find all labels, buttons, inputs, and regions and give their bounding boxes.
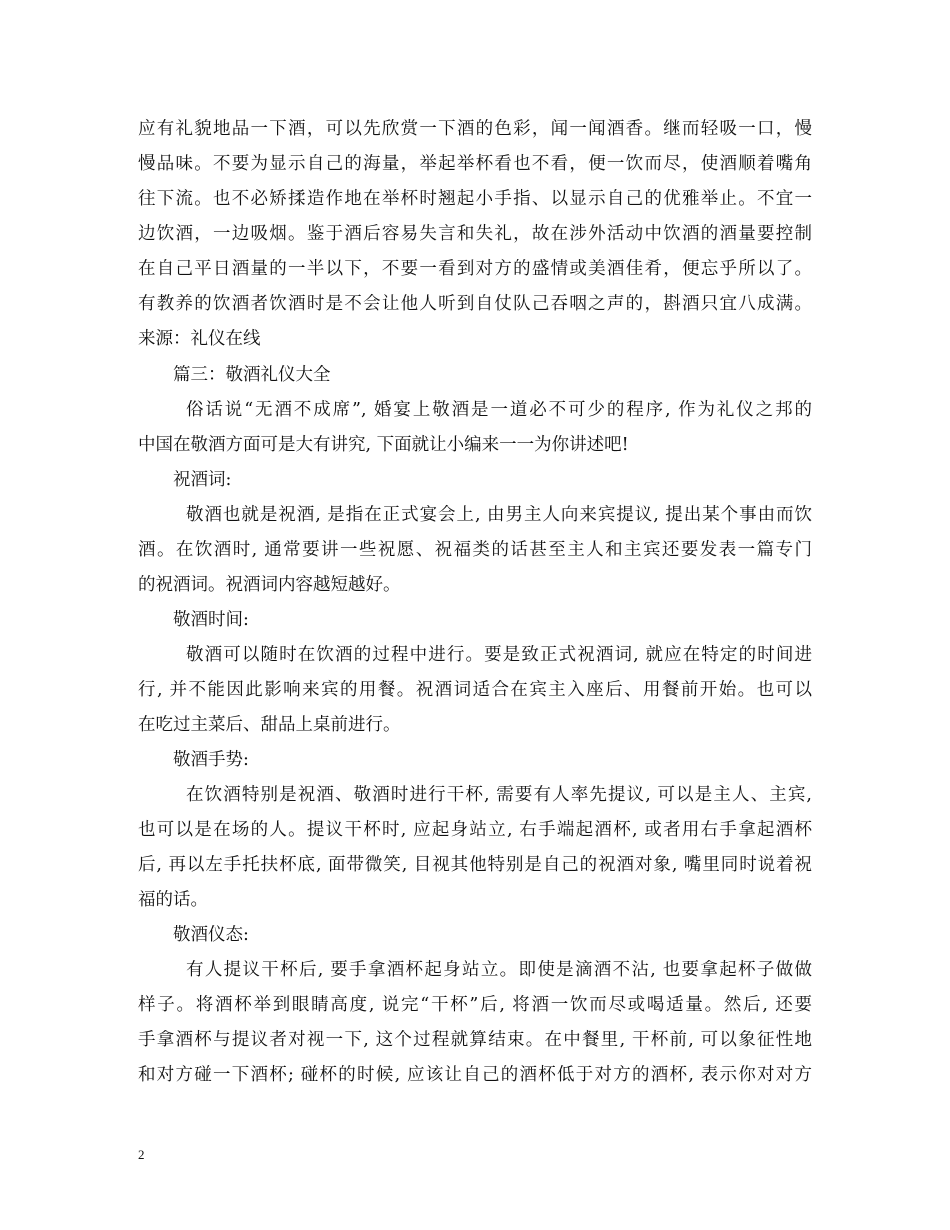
section-heading: 篇三：敬酒礼仪大全 — [173, 365, 331, 385]
body-text-line: 俗话说“无酒不成席”, 婚宴上敬酒是一道必不可少的程序, 作为礼仪之邦的 — [186, 400, 812, 420]
body-text-line: 样子。将酒杯举到眼睛高度, 说完“干杯”后, 将酒一饮而尽或喝适量。然后, 还要 — [138, 995, 812, 1015]
body-text-line: 敬酒也就是祝酒, 是指在正式宴会上, 由男主人向来宾提议, 提出某个事由而饮 — [186, 505, 812, 525]
body-text-line: 行, 并不能因此影响来宾的用餐。祝酒词适合在宾主入座后、用餐前开始。也可以 — [138, 680, 812, 700]
body-text-line: 酒。在饮酒时, 通常要讲一些祝愿、祝福类的话甚至主人和主宾还要发表一篇专门 — [138, 540, 812, 560]
body-text-line: 的祝酒词。祝酒词内容越短越好。 — [138, 575, 401, 595]
body-text-line: 福的话。 — [138, 890, 208, 910]
subheading-toast-words: 祝酒词: — [173, 470, 232, 490]
subheading-toast-time: 敬酒时间: — [173, 610, 249, 630]
body-text-line: 手拿酒杯与提议者对视一下, 这个过程就算结束。在中餐里, 干杯前, 可以象征性地 — [138, 1030, 812, 1050]
subheading-toast-gesture: 敬酒手势: — [173, 750, 249, 770]
body-text-line: 有教养的饮酒者饮酒时是不会让他人听到自仗队己吞咽之声的，斟酒只宜八成满。 — [138, 294, 812, 314]
body-text-line: 在饮酒特别是祝酒、敬酒时进行干杯, 需要有人率先提议, 可以是主人、主宾, — [186, 785, 812, 805]
body-text-line: 敬酒可以随时在饮酒的过程中进行。要是致正式祝酒词, 就应在特定的时间进 — [186, 645, 812, 665]
body-text-line: 在吃过主菜后、甜品上桌前进行。 — [138, 715, 401, 735]
body-text-line: 应有礼貌地品一下酒，可以先欣赏一下酒的色彩，闻一闻酒香。继而轻吸一口，慢 — [138, 119, 812, 139]
body-text-line: 后, 再以左手托扶杯底, 面带微笑, 目视其他特别是自己的祝酒对象, 嘴里同时说着祝 — [138, 855, 812, 875]
body-text-line: 慢品味。不要为显示自己的海量，举起举杯看也不看，便一饮而尽，使酒顺着嘴角 — [138, 154, 812, 174]
source-line: 来源：礼仪在线 — [138, 329, 261, 349]
body-text-line: 边饮酒，一边吸烟。鉴于酒后容易失言和失礼，故在涉外活动中饮酒的酒量要控制 — [138, 224, 812, 244]
page-number: 2 — [138, 1147, 145, 1162]
body-text-line: 和对方碰一下酒杯; 碰杯的时候, 应该让自己的酒杯低于对方的酒杯, 表示你对对方 — [138, 1065, 812, 1085]
body-text-line: 中国在敬酒方面可是大有讲究, 下面就让小编来一一为你讲述吧! — [138, 435, 629, 455]
subheading-toast-posture: 敬酒仪态: — [173, 925, 249, 945]
body-text-line: 有人提议干杯后, 要手拿酒杯起身站立。即使是滴酒不沾, 也要拿起杯子做做 — [186, 960, 812, 980]
body-text-line: 往下流。也不必矫揉造作地在举杯时翘起小手指、以显示自己的优雅举止。不宜一 — [138, 189, 812, 209]
body-text-line: 在自己平日酒量的一半以下，不要一看到对方的盛情或美酒佳肴，便忘乎所以了。 — [138, 259, 812, 279]
body-text-line: 也可以是在场的人。提议干杯时, 应起身站立, 右手端起酒杯, 或者用右手拿起酒杯 — [138, 820, 812, 840]
